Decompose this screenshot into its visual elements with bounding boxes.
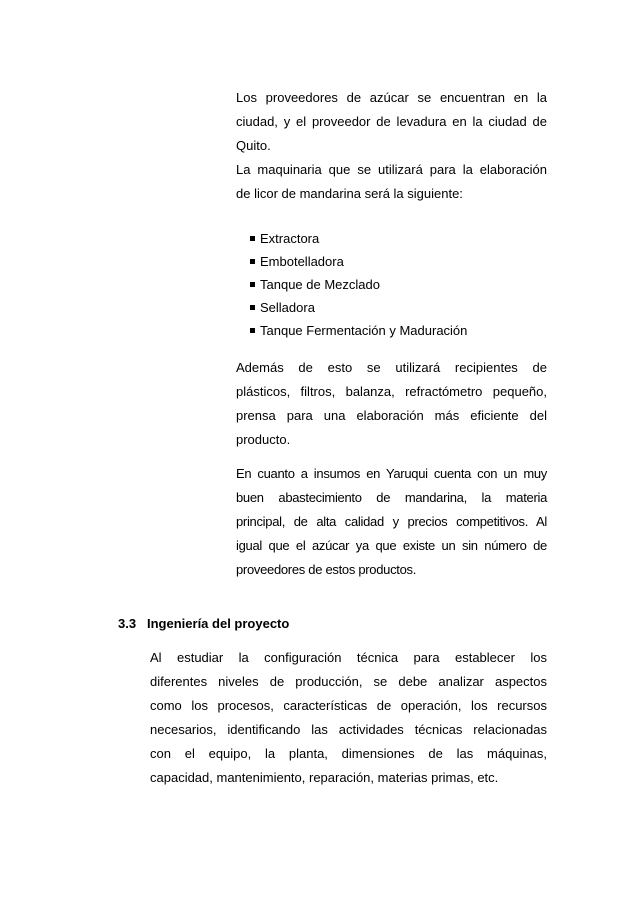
bullet-square-icon xyxy=(250,282,255,287)
text-line: con el equipo, la planta, dimensiones de las máquinas, xyxy=(150,746,547,761)
text-line: Los proveedores de azúcar se encuentran en la xyxy=(236,90,547,105)
section-heading xyxy=(118,612,289,636)
text-line: plásticos, filtros, balanza, refractómetro pequeño, xyxy=(236,384,547,399)
text-line: buen abastecimiento de mandarina, la materia xyxy=(236,490,547,505)
text-line: En cuanto a insumos en Yaruqui cuenta con un muy xyxy=(236,466,547,481)
bullet-square-icon xyxy=(250,236,255,241)
text-line: prensa para una elaboración más eficiente del xyxy=(236,408,547,423)
text-line: principal, de alta calidad y precios competitivos. Al xyxy=(236,514,547,529)
list-item xyxy=(250,273,467,296)
list-item-label: Extractora xyxy=(260,231,320,246)
list-item-label: Embotelladora xyxy=(260,254,344,269)
text-line: Quito. xyxy=(236,138,271,153)
text-line: La maquinaria que se utilizará para la elaboración xyxy=(236,162,547,177)
paragraph-maquinaria xyxy=(236,158,547,206)
text-line: igual que el azúcar ya que existe un sin número de xyxy=(236,538,547,553)
section-title: Ingeniería del proyecto xyxy=(147,616,290,631)
list-item-label: Tanque de Mezclado xyxy=(260,277,380,292)
text-line: Al estudiar la configuración técnica para establecer los xyxy=(150,650,547,665)
text-line: de licor de mandarina será la siguiente: xyxy=(236,186,463,201)
text-line: como los procesos, características de operación, los recursos xyxy=(150,698,547,713)
text-line: producto. xyxy=(236,432,291,447)
list-item xyxy=(250,319,467,342)
text-line: necesarios, identificando las actividades técnicas relacionadas xyxy=(150,722,547,737)
list-item xyxy=(250,296,467,319)
bullet-square-icon xyxy=(250,305,255,310)
text-line: capacidad, mantenimiento, reparación, materias primas, etc. xyxy=(150,770,499,785)
section-number: 3.3 xyxy=(118,616,137,631)
text-line: proveedores de estos productos. xyxy=(236,562,417,577)
list-item xyxy=(250,227,467,250)
bullet-square-icon xyxy=(250,259,255,264)
text-line: ciudad, y el proveedor de levadura en la ciudad de xyxy=(236,114,547,129)
list-item-label: Tanque Fermentación y Maduración xyxy=(260,323,468,338)
list-item-label: Selladora xyxy=(260,300,315,315)
bullet-square-icon xyxy=(250,328,255,333)
paragraph-ademas xyxy=(236,356,547,452)
machinery-list xyxy=(250,227,467,342)
paragraph-ingenieria xyxy=(150,646,547,790)
text-line: diferentes niveles de producción, se debe analizar aspectos xyxy=(150,674,547,689)
text-line: Además de esto se utilizará recipientes de xyxy=(236,360,547,375)
list-item xyxy=(250,250,467,273)
paragraph-proveedores xyxy=(236,86,547,158)
paragraph-insumos xyxy=(236,462,547,582)
